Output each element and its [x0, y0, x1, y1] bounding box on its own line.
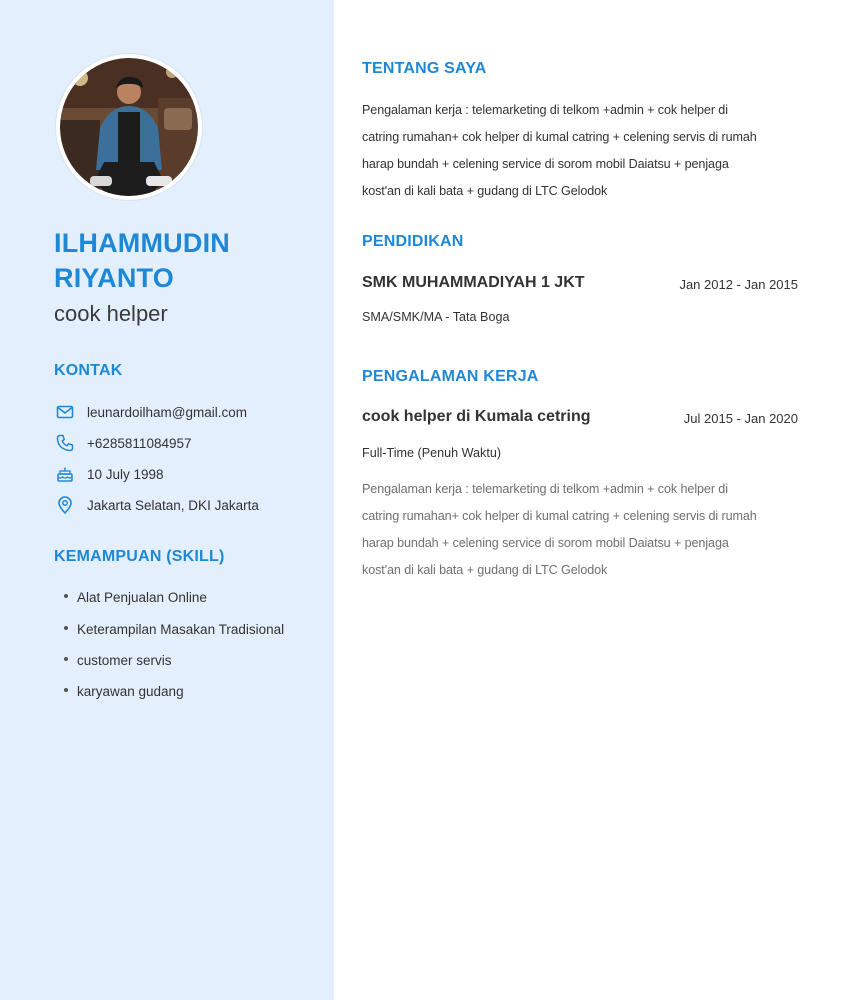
- profile-photo: [56, 54, 202, 200]
- about-line: catring rumahan+ cok helper di kumal catring + celening servis di rumah: [362, 130, 757, 144]
- about-text: [362, 97, 802, 205]
- education-school: SMK MUHAMMADIYAH 1 JKT: [362, 274, 585, 291]
- experience-heading: PENGALAMAN KERJA: [362, 368, 539, 385]
- contact-birthday-row: [55, 464, 164, 484]
- experience-line: catring rumahan+ cok helper di kumal catring + celening servis di rumah: [362, 509, 757, 523]
- phone-icon: [55, 433, 75, 453]
- profile-photo-image: [60, 58, 198, 196]
- skill-label: Keterampilan Masakan Tradisional: [77, 622, 285, 637]
- cake-icon: [55, 464, 75, 484]
- skill-item: [64, 590, 207, 605]
- main-content: [334, 0, 850, 1000]
- skills-heading: KEMAMPUAN (SKILL): [54, 548, 225, 565]
- about-line: kost'an di kali bata + gudang di LTC Gelodok: [362, 184, 608, 198]
- contact-email[interactable]: leunardoilham@gmail.com: [87, 404, 248, 420]
- about-heading: TENTANG SAYA: [362, 60, 487, 77]
- skill-item: [64, 684, 184, 699]
- experience-description: [362, 476, 802, 584]
- experience-role: cook helper di Kumala cetring: [362, 408, 591, 425]
- map-pin-icon: [55, 495, 75, 515]
- education-degree: SMA/SMK/MA - Tata Boga: [362, 310, 510, 324]
- job-title: cook helper: [54, 301, 168, 326]
- person-name: [54, 226, 324, 296]
- sidebar: [0, 0, 334, 1000]
- contact-location: Jakarta Selatan, DKI Jakarta: [87, 497, 259, 513]
- experience-period: Jul 2015 - Jan 2020: [683, 411, 798, 426]
- experience-type: Full-Time (Penuh Waktu): [362, 446, 502, 460]
- experience-line: Pengalaman kerja : telemarketing di telkom +admin + cok helper di: [362, 482, 728, 496]
- contact-email-row: [55, 402, 247, 422]
- skill-label: karyawan gudang: [77, 684, 184, 699]
- envelope-icon: [55, 402, 75, 422]
- contact-location-row: [55, 495, 259, 515]
- about-line: Pengalaman kerja : telemarketing di telkom +admin + cok helper di: [362, 103, 728, 117]
- contact-phone[interactable]: +6285811084957: [87, 435, 192, 451]
- last-name: RIYANTO: [54, 263, 174, 293]
- education-period: Jan 2012 - Jan 2015: [679, 277, 798, 292]
- skill-item: [64, 622, 284, 637]
- skill-label: customer servis: [77, 653, 172, 668]
- first-name: ILHAMMUDIN: [54, 228, 230, 258]
- experience-line: kost'an di kali bata + gudang di LTC Gelodok: [362, 563, 608, 577]
- contact-birthday: 10 July 1998: [87, 466, 164, 482]
- skill-item: [64, 653, 172, 668]
- education-heading: PENDIDIKAN: [362, 233, 464, 250]
- about-line: harap bundah + celening service di sorom mobil Daiatsu + penjaga: [362, 157, 729, 171]
- skill-label: Alat Penjualan Online: [77, 590, 207, 605]
- experience-line: harap bundah + celening service di sorom mobil Daiatsu + penjaga: [362, 536, 729, 550]
- contact-heading: KONTAK: [54, 362, 123, 379]
- contact-phone-row: [55, 433, 192, 453]
